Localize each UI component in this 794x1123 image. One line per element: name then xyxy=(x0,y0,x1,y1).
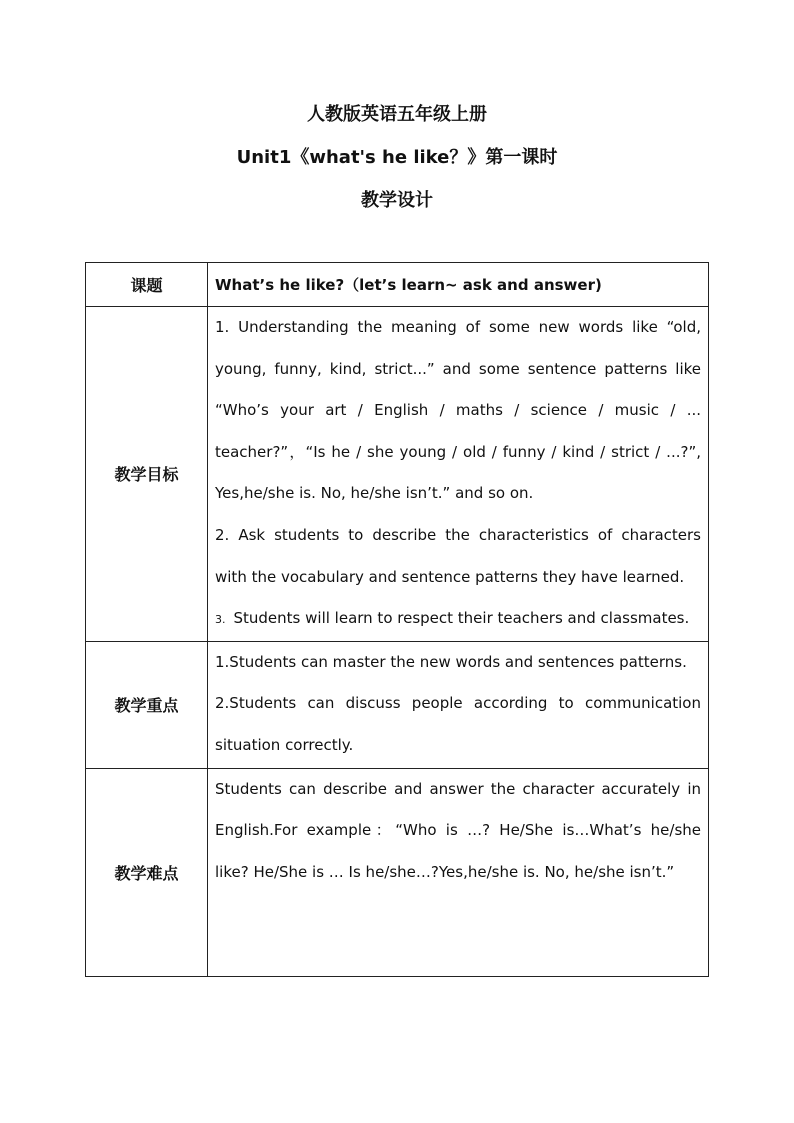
goals-content xyxy=(208,307,709,642)
lesson-plan-table xyxy=(85,262,709,977)
label-difficulties: 教学难点 xyxy=(86,768,208,976)
goal-item-3-number: 3. xyxy=(215,613,226,627)
label-goals: 教学目标 xyxy=(86,307,208,642)
title-unit: Unit1《what's he like？》第一课时 xyxy=(236,147,558,168)
table-row-difficulties xyxy=(86,768,709,976)
goal-item-3-text: Students will learn to respect their teachers and classmates. xyxy=(233,609,690,628)
label-key-points: 教学重点 xyxy=(86,641,208,768)
table-row-topic xyxy=(86,263,709,307)
difficulties-content xyxy=(208,768,709,976)
label-topic: 课题 xyxy=(86,263,208,307)
table-row-key-points xyxy=(86,641,709,768)
key-point-1: 1.Students can master the new words and sentences patterns. xyxy=(215,652,687,671)
table-row-goals xyxy=(86,307,709,642)
title-design: 教学设计 xyxy=(361,190,433,211)
goal-item-1: 1. Understanding the meaning of some new words like “old, young, funny, kind, strict...” and some sentence patterns like “Who’s your art / English / maths / science / music / ... teacher?”，“Is he / she young / old / funny / kind / strict / ...?”, Yes,he/she is. No, he/she isn’t.” and so on. xyxy=(215,318,701,503)
key-points-content xyxy=(208,641,709,768)
topic-content: What’s he like?（let’s learn~ ask and answer) xyxy=(208,263,709,307)
key-point-2: 2.Students can discuss people according to communication situation correctly. xyxy=(215,694,701,754)
difficulty-text: Students can describe and answer the character accurately in English.For example：“Who is …? He/She is…What’s he/she like? He/She is … Is he/she…?Yes,he/she is. No, he/she isn’t.” xyxy=(215,779,701,881)
goal-item-2: 2. Ask students to describe the characteristics of characters with the vocabulary and sentence patterns they have learned. xyxy=(215,525,701,586)
document-header xyxy=(0,104,794,211)
title-textbook: 人教版英语五年级上册 xyxy=(307,104,487,125)
goal-item-3 xyxy=(215,598,701,641)
